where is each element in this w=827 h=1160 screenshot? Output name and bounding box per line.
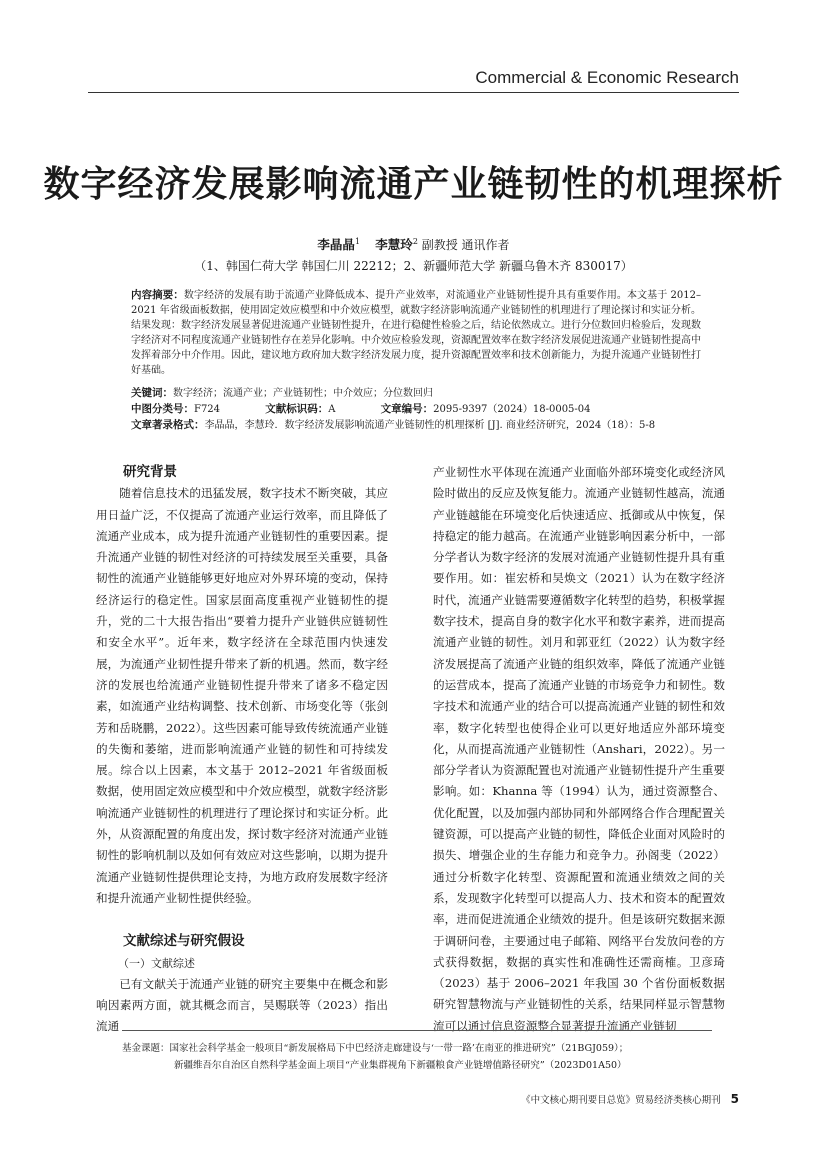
funding-note — [122, 1040, 722, 1074]
article-number-value: 2095-9397（2024）18-0005-04 — [433, 404, 591, 415]
clc-value: F724 — [194, 404, 221, 415]
author-role: 副教授 通讯作者 — [421, 238, 510, 252]
header-rule — [88, 92, 739, 93]
funding-line-2: 新疆维吾尔自治区自然科学基金面上项目“产业集群视角下新疆粮食产业链增值路径研究”（2023D01A50） — [174, 1060, 627, 1071]
body-paragraph: 已有文献关于流通产业链的研究主要集中在概念和影响因素两方面，就其概念而言，吴赐联等（2023）指出流通 — [96, 976, 388, 1034]
section-heading-background: 研究背景 — [123, 464, 177, 480]
citation-text: 李晶晶，李慧玲．数字经济发展影响流通产业链韧性的机理探析 [J]. 商业经济研究，2024（18）：5-8 — [204, 420, 656, 431]
footer-journal-note: 《中文核心期刊要目总览》贸易经济类核心期刊 — [521, 1095, 721, 1106]
page-number: 5 — [730, 1092, 739, 1106]
author-line — [0, 235, 827, 253]
keywords — [131, 386, 701, 401]
citation-label: 文章著录格式： — [131, 419, 205, 431]
funding-line-1: 国家社会科学基金一般项目“新发展格局下中巴经济走廊建设与‘一带一路’在南亚的推进研究”（21BGJ059）； — [169, 1043, 629, 1054]
abstract — [131, 288, 701, 378]
keywords-label: 关键词： — [131, 387, 173, 399]
doc-code-label: 文献标识码： — [265, 403, 329, 415]
body-paragraph: 产业韧性水平体现在流通产业面临外部环境变化或经济风险时做出的反应及恢复能力。流通产业链韧性越高，流通产业链越能在环境变化后快速适应、抵御或从中恢复，保持稳定的能力越高。在流通产业链影响因素分析中，一部分学者认为数字经济的发展对流通产业链韧性提升具有重要作用。如：崔宏桥和吴焕文（2021）认为在数字经济时代，流通产业链需要遵循数字化转型的趋势，积极掌握数字技术，提高自身的数字化水平和数字素养，进而提高流通产业链的韧性。刘月和郭亚红（2022）认为数字经济发展提高了流通产业链的组织效率，降低了流通产业链的运营成本，提高了流通产业链的市场竞争力和韧性。数字技术和流通产业的结合可以提高流通产业链的韧性和效率，数字化转型也使得企业可以更好地适应外部环境变化，从而提高流通产业链韧性（Anshari，2022）。另一部分学者认为资源配置也对流通产业链韧性提升产生重要影响。如：Khanna 等（1994）认为，通过资源整合、优化配置，以及加强内部协同和外部网络合作合理配置关键资源，可以提高产业链的韧性，降低企业面对风险时的损失、增强企业的生存能力和竞争力。孙阁斐（2022）通过分析数字化转型、资源配置和流通业绩效之间的关系，发现数字化转型可以提高人力、技术和资本的配置效率，进而促进流通企业绩效的提升。但是该研究数据来源于调研问卷，主要通过电子邮箱、网络平台发放问卷的方式获得数据，数据的真实性和准确性还需商榷。卫彦琦（2023）基于 2006–2021 年我国 30 个省份面板数据研究智慧物流与产业链韧性的关系，结果同样显示智慧物流可以通过信息资源整合显著提升流通产业链韧 — [433, 465, 725, 1033]
subsection-heading: （一）文献综述 — [118, 956, 195, 970]
affiliation: （1、韩国仁荷大学 韩国仁川 22212；2、新疆师范大学 新疆乌鲁木齐 830017） — [194, 259, 633, 273]
journal-name: Commercial & Economic Research — [475, 68, 739, 87]
article-title: 数字经济发展影响流通产业链韧性的机理探析 — [43, 164, 784, 205]
author-2-affil-mark: 2 — [412, 237, 418, 246]
citation — [131, 418, 701, 433]
abstract-label: 内容摘要： — [131, 289, 184, 301]
body-column-right — [433, 462, 725, 1037]
article-number-label: 文章编号： — [380, 403, 434, 415]
clc-label: 中图分类号： — [131, 403, 194, 415]
abstract-text: 数字经济的发展有助于流通产业降低成本、提升产业效率，对流通业产业链韧性提升具有重要作用。本文基于 2012–2021 年省级面板数据，使用固定效应模型和中介效应模型，就数字经济影响流通产业链韧性的机理进行了理论探讨和实证分析。结果发现：数字经济发展显著促进流通产业链韧性提升，在进行稳健性检验之后，结论依然成立。进行分位数回归检验后，发现数字经济对不同程度流通产业链韧性存在差异化影响。中介效应检验发现，资源配置效率在数字经济发展促进流通产业链韧性提高中发挥着部分中介作用。因此，建议地方政府加大数字经济发展力度，提升资源配置效率和技术创新能力，为提升流通产业链韧性打好基础。 — [131, 290, 701, 376]
body-column-left — [96, 462, 388, 1038]
author-1-affil-mark: 1 — [354, 237, 361, 246]
author-2: 李慧玲 — [375, 237, 413, 252]
doc-code-value: A — [328, 404, 336, 415]
author-1: 李晶晶 — [317, 237, 355, 252]
section-heading-literature: 文献综述与研究假设 — [123, 933, 245, 950]
keywords-text: 数字经济；流通产业；产业链韧性；中介效应；分位数回归 — [173, 388, 433, 399]
body-paragraph: 随着信息技术的迅猛发展，数字技术不断突破，其应用日益广泛，不仅提高了流通产业运行效率，而且降低了流通产业成本，成为提升流通产业链韧性的重要因素。提升流通产业链的韧性对经济的可持续发展至关重要，具备韧性的流通产业链能够更好地应对外界环境的变动，保持经济运行的稳定性。国家层面高度重视产业链韧性的提升，党的二十大报告指出“要着力提升产业链供应链韧性和安全水平”。近年来，数字经济在全球范围内快速发展，为流通产业韧性提升带来了新的机遇。然而，数字经济的发展也给流通产业链韧性提升带来了诸多不稳定因素，如流通产业结构调整、技术创新、市场变化等（张剑芳和岳晓鹏，2022）。这些因素可能导致传统流通产业链的失衡和萎缩，进而影响流通产业链的韧性和可持续发展。综合以上因素，本文基于 2012–2021 年省级面板数据，使用固定效应模型和中介效应模型，就数字经济影响流通产业链韧性的机理进行了理论探讨和实证分析。此外，从资源配置的角度出发，探讨数字经济对流通产业链韧性的影响机制以及如何有效应对这些影响，以期为提升流通产业链韧性提供理论支持，为地方政府发展数字经济和提升流通产业韧性提供经验。 — [96, 486, 388, 905]
page-footer — [521, 1092, 739, 1106]
classification-row — [131, 402, 701, 417]
funding-label: 基金课题： — [122, 1043, 170, 1054]
footnote-rule — [122, 1030, 712, 1031]
